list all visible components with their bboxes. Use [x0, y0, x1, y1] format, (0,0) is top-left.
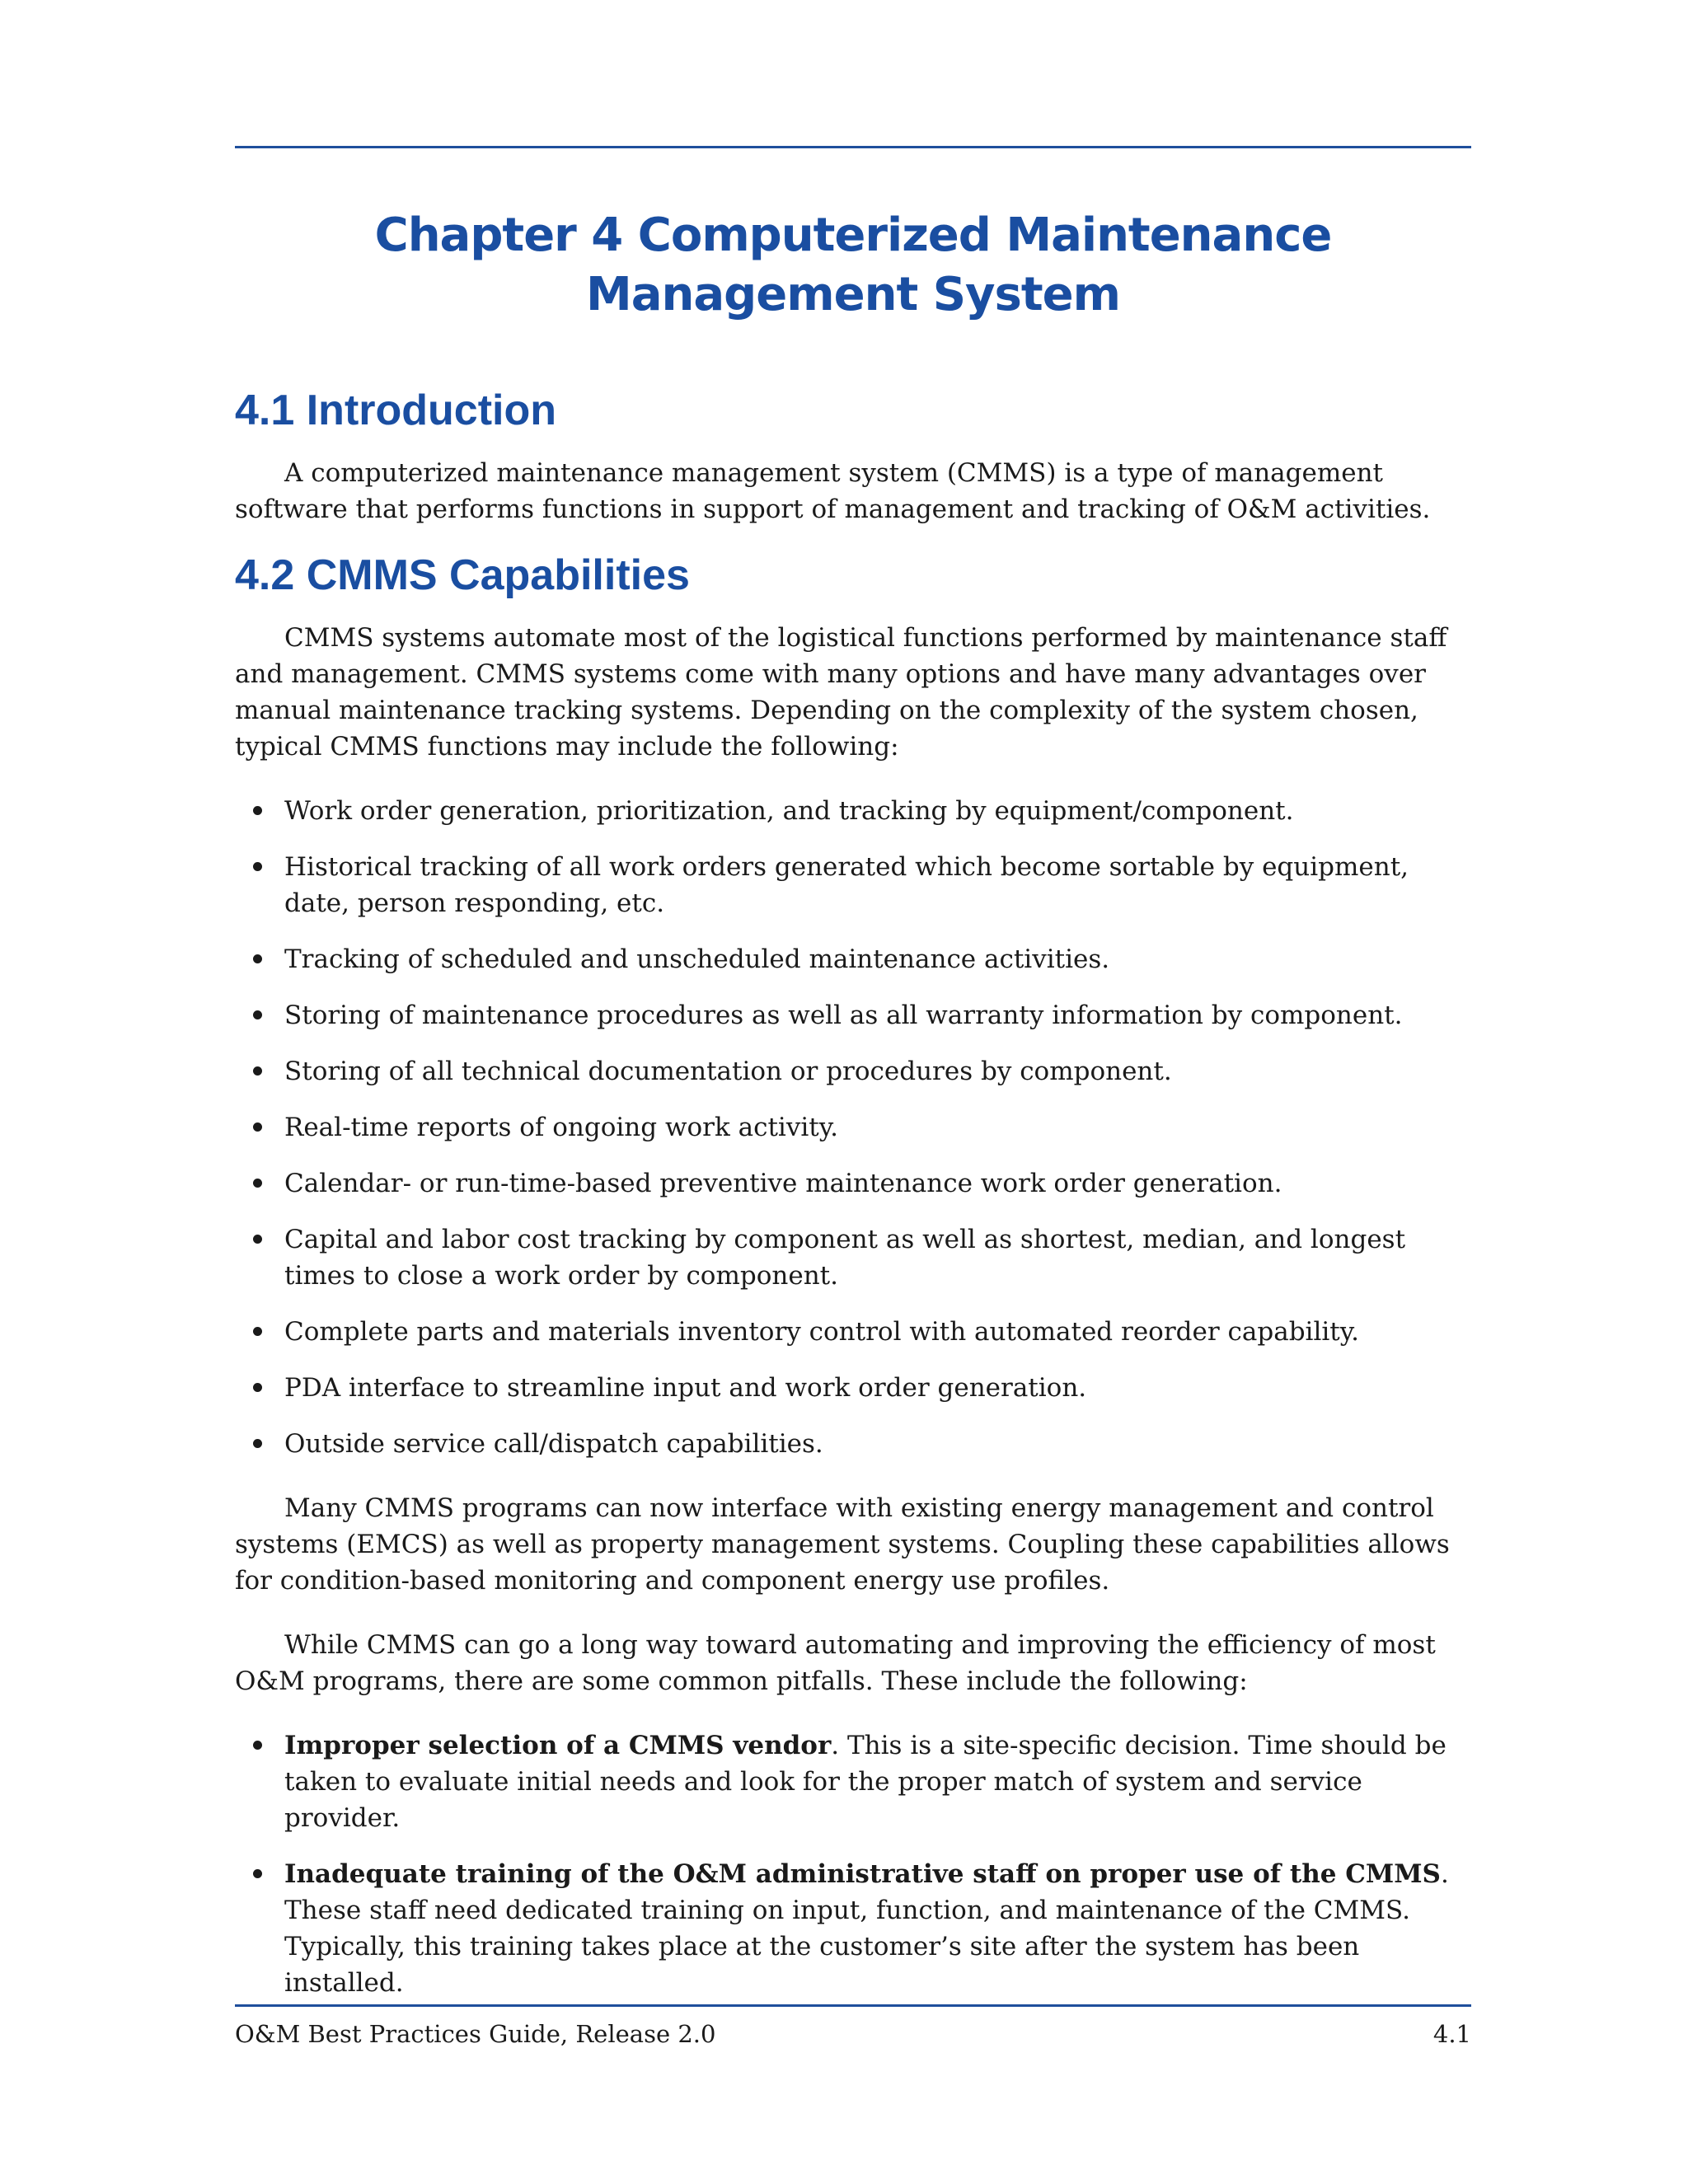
introduction-paragraph: A computerized maintenance management system (CMMS) is a type of management software that performs functions in support of management and tracking of O&M activities.	[235, 458, 1431, 524]
bullet-icon	[253, 1235, 262, 1244]
cmms-functions-list	[235, 793, 1471, 1462]
bullet-icon	[253, 1066, 262, 1076]
bullet-icon	[253, 1327, 262, 1336]
list-item: Storing of all technical documentation or procedures by component.	[235, 1053, 1471, 1090]
section-heading-capabilities: 4.2 CMMS Capabilities	[235, 551, 690, 599]
bullet-icon	[253, 1439, 262, 1448]
pitfall-title: Improper selection of a CMMS vendor	[284, 1731, 832, 1760]
bullet-icon	[253, 862, 262, 871]
header-rule	[235, 146, 1471, 148]
pitfall-title: Inadequate training of the O&M administrative staff on proper use of the CMMS	[284, 1859, 1441, 1889]
page-footer	[235, 2018, 1471, 2050]
emcs-paragraph: Many CMMS programs can now interface with existing energy management and control systems (EMCS) as well as property management systems. Coupling these capabilities allows for condition-based monitoring and component energy use profiles.	[235, 1493, 1450, 1596]
pitfalls-intro-paragraph: While CMMS can go a long way toward automating and improving the efficiency of most O&M programs, there are some common pitfalls. These include the following:	[235, 1630, 1436, 1696]
capabilities-intro-paragraph: CMMS systems automate most of the logistical functions performed by maintenance staff and management. CMMS systems come with many options and have many advantages over manual maintenance tracking systems. Depending on the complexity of the system chosen, typical CMMS functions may include the following:	[235, 623, 1447, 762]
list-item: Work order generation, prioritization, and tracking by equipment/component.	[235, 793, 1471, 829]
bullet-icon	[253, 1383, 262, 1392]
pitfall-text: . These staff need dedicated training on input, function, and maintenance of the CMMS. Typically, this training takes place at the customer’s site after the system has been installed.	[284, 1859, 1449, 1998]
list-item	[235, 1727, 1471, 1836]
bullet-icon	[253, 1741, 262, 1750]
bullet-icon	[253, 806, 262, 815]
section-heading-introduction: 4.1 Introduction	[235, 387, 556, 434]
bullet-icon	[253, 1179, 262, 1188]
chapter-title	[235, 206, 1471, 325]
list-item: Storing of maintenance procedures as well as all warranty information by component.	[235, 997, 1471, 1033]
list-item: Complete parts and materials inventory control with automated reorder capability.	[235, 1314, 1471, 1350]
bullet-icon	[253, 1869, 262, 1878]
list-item: Calendar- or run-time-based preventive maintenance work order generation.	[235, 1165, 1471, 1202]
bullet-icon	[253, 1010, 262, 1019]
chapter-title-line-1: Chapter 4 Computerized Maintenance	[374, 209, 1332, 262]
list-item: Capital and labor cost tracking by component as well as shortest, median, and longest times to close a work order by component.	[235, 1221, 1471, 1294]
page-number: 4.1	[1432, 2020, 1471, 2048]
list-item: Tracking of scheduled and unscheduled maintenance activities.	[235, 941, 1471, 977]
pitfalls-list	[235, 1727, 1471, 2001]
chapter-title-line-2: Management System	[586, 268, 1120, 321]
page-body	[235, 386, 1471, 2001]
list-item: Historical tracking of all work orders generated which become sortable by equipment, date, person responding, etc.	[235, 849, 1471, 921]
footer-guide-title: O&M Best Practices Guide, Release 2.0	[235, 2020, 716, 2048]
pitfall-text: . This is a site-specific decision. Time should be taken to evaluate initial needs and look for the proper match of system and service provider.	[284, 1731, 1447, 1833]
list-item: PDA interface to streamline input and work order generation.	[235, 1370, 1471, 1406]
list-item: Outside service call/dispatch capabilities.	[235, 1426, 1471, 1462]
list-item: Real-time reports of ongoing work activity.	[235, 1109, 1471, 1146]
bullet-icon	[253, 1122, 262, 1132]
bullet-icon	[253, 954, 262, 963]
footer-rule	[235, 2004, 1471, 2007]
list-item	[235, 1856, 1471, 2001]
